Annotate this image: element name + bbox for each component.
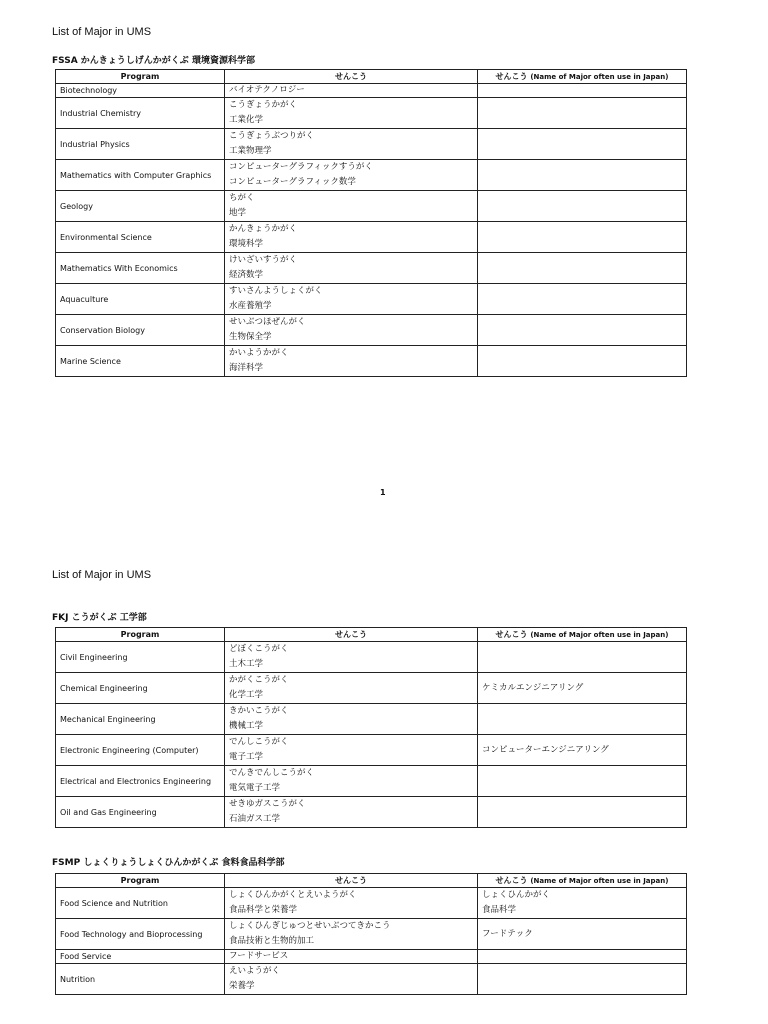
program-cell: Geology bbox=[56, 191, 225, 222]
senkou-cell bbox=[225, 797, 478, 828]
table-row bbox=[56, 84, 687, 98]
header-senkou: せんこう bbox=[225, 874, 478, 888]
header-program: Program bbox=[56, 628, 225, 642]
program-cell: Food Technology and Bioprocessing bbox=[56, 919, 225, 950]
header-senkou-japan bbox=[478, 70, 687, 84]
header-senkou-japan-note: (Name of Major often use in Japan) bbox=[530, 631, 669, 639]
section-title-fssa: FSSA かんきょうしげんかがくぶ 環境資源科学部 bbox=[52, 56, 255, 66]
senkou-cell bbox=[225, 253, 478, 284]
senkou-line: コンピューターグラフィック数学 bbox=[229, 177, 356, 187]
program-cell: Nutrition bbox=[56, 964, 225, 995]
senkou-line: こうぎょうかがく bbox=[229, 100, 298, 110]
senkou-line: フードサービス bbox=[229, 951, 289, 961]
senkou-japan-cell bbox=[478, 964, 687, 995]
senkou-line: でんしこうがく bbox=[229, 737, 289, 747]
senkou-japan-cell bbox=[478, 315, 687, 346]
senkou-line: 生物保全学 bbox=[229, 332, 272, 342]
table-row bbox=[56, 888, 687, 919]
senkou-cell bbox=[225, 222, 478, 253]
senkou-line: 工業化学 bbox=[229, 115, 264, 125]
senkou-japan-cell bbox=[478, 950, 687, 964]
senkou-japan-cell bbox=[478, 284, 687, 315]
majors-table-fssa bbox=[55, 69, 687, 377]
table-row bbox=[56, 797, 687, 828]
senkou-line: 電子工学 bbox=[229, 752, 264, 762]
senkou-line: 環境科学 bbox=[229, 239, 264, 249]
table-row bbox=[56, 253, 687, 284]
program-cell: Industrial Physics bbox=[56, 129, 225, 160]
senkou-japan-cell bbox=[478, 98, 687, 129]
senkou-japan-cell bbox=[478, 222, 687, 253]
program-cell: Aquaculture bbox=[56, 284, 225, 315]
senkou-cell bbox=[225, 642, 478, 673]
senkou-japan-cell bbox=[478, 704, 687, 735]
header-senkou-japan-label: せんこう bbox=[495, 630, 528, 639]
senkou-line: でんきでんしこうがく bbox=[229, 768, 315, 778]
senkou-japan-cell bbox=[478, 797, 687, 828]
table-row bbox=[56, 346, 687, 377]
table-row bbox=[56, 315, 687, 346]
program-cell: Civil Engineering bbox=[56, 642, 225, 673]
senkou-line: 水産養殖学 bbox=[229, 301, 272, 311]
senkou-cell bbox=[225, 919, 478, 950]
senkou-japan-line: コンピューターエンジニアリング bbox=[482, 744, 609, 755]
header-senkou-japan-note: (Name of Major often use in Japan) bbox=[530, 73, 669, 81]
senkou-line: かんきょうかがく bbox=[229, 224, 298, 234]
program-cell: Electronic Engineering (Computer) bbox=[56, 735, 225, 766]
table-row bbox=[56, 284, 687, 315]
senkou-line: すいさんようしょくがく bbox=[229, 286, 323, 296]
table-header-row bbox=[56, 874, 687, 888]
program-cell: Chemical Engineering bbox=[56, 673, 225, 704]
table-header-row bbox=[56, 70, 687, 84]
senkou-line: えいようがく bbox=[229, 966, 281, 976]
table-row bbox=[56, 673, 687, 704]
senkou-line: 土木工学 bbox=[229, 659, 264, 669]
document-title: List of Major in UMS bbox=[52, 26, 152, 38]
program-cell: Biotechnology bbox=[56, 84, 225, 98]
table-row bbox=[56, 919, 687, 950]
senkou-japan-cell bbox=[478, 766, 687, 797]
header-senkou-japan-label: せんこう bbox=[495, 72, 528, 81]
senkou-line: しょくひんぎじゅつとせいぶつてきかこう bbox=[229, 921, 391, 931]
page-number: 1 bbox=[380, 488, 386, 497]
program-cell: Food Science and Nutrition bbox=[56, 888, 225, 919]
senkou-japan-cell bbox=[478, 129, 687, 160]
table-row bbox=[56, 704, 687, 735]
senkou-line: せいぶつほぜんがく bbox=[229, 317, 306, 327]
table-row bbox=[56, 642, 687, 673]
senkou-line: 栄養学 bbox=[229, 981, 255, 991]
table-row bbox=[56, 950, 687, 964]
senkou-line: しょくひんかがくとえいようがく bbox=[229, 890, 357, 900]
senkou-japan-cell bbox=[478, 919, 687, 950]
senkou-japan-cell bbox=[478, 253, 687, 284]
program-cell: Oil and Gas Engineering bbox=[56, 797, 225, 828]
senkou-line: 工業物理学 bbox=[229, 146, 272, 156]
senkou-cell bbox=[225, 160, 478, 191]
table-row bbox=[56, 964, 687, 995]
senkou-line: 化学工学 bbox=[229, 690, 264, 700]
senkou-cell bbox=[225, 950, 478, 964]
header-senkou: せんこう bbox=[225, 70, 478, 84]
senkou-japan-line: ケミカルエンジニアリング bbox=[482, 682, 584, 693]
program-cell: Environmental Science bbox=[56, 222, 225, 253]
program-cell: Conservation Biology bbox=[56, 315, 225, 346]
senkou-line: かがくこうがく bbox=[229, 675, 289, 685]
header-program: Program bbox=[56, 70, 225, 84]
majors-table-fsmp bbox=[55, 873, 687, 995]
senkou-line: 海洋科学 bbox=[229, 363, 264, 373]
senkou-line: ちがく bbox=[229, 193, 255, 203]
header-senkou-japan-label: せんこう bbox=[495, 876, 528, 885]
senkou-line: きかいこうがく bbox=[229, 706, 289, 716]
senkou-cell bbox=[225, 98, 478, 129]
senkou-cell bbox=[225, 129, 478, 160]
senkou-cell bbox=[225, 704, 478, 735]
program-cell: Industrial Chemistry bbox=[56, 98, 225, 129]
senkou-line: 地学 bbox=[229, 208, 247, 218]
table-row bbox=[56, 735, 687, 766]
table-row bbox=[56, 191, 687, 222]
program-cell: Electrical and Electronics Engineering bbox=[56, 766, 225, 797]
senkou-line: 食品科学と栄養学 bbox=[229, 905, 298, 915]
senkou-cell bbox=[225, 673, 478, 704]
header-senkou: せんこう bbox=[225, 628, 478, 642]
senkou-line: 食品技術と生物的加工 bbox=[229, 936, 315, 946]
senkou-line: バイオテクノロジー bbox=[229, 85, 305, 95]
section-title-fsmp: FSMP しょくりょうしょくひんかがくぶ 食料食品科学部 bbox=[52, 858, 285, 868]
senkou-japan-line: 食品科学 bbox=[482, 905, 517, 915]
majors-table-fkj bbox=[55, 627, 687, 828]
senkou-japan-cell bbox=[478, 642, 687, 673]
senkou-line: 石油ガス工学 bbox=[229, 814, 281, 824]
senkou-cell bbox=[225, 766, 478, 797]
senkou-cell bbox=[225, 315, 478, 346]
table-row bbox=[56, 160, 687, 191]
senkou-japan-cell bbox=[478, 191, 687, 222]
senkou-line: こうぎょうぶつりがく bbox=[229, 131, 315, 141]
senkou-cell bbox=[225, 346, 478, 377]
senkou-cell bbox=[225, 84, 478, 98]
header-senkou-japan bbox=[478, 628, 687, 642]
program-cell: Mechanical Engineering bbox=[56, 704, 225, 735]
senkou-cell bbox=[225, 191, 478, 222]
table-row bbox=[56, 766, 687, 797]
section-title-fkj: FKJ こうがくぶ 工学部 bbox=[52, 613, 147, 623]
senkou-line: せきゆガスこうがく bbox=[229, 799, 306, 809]
senkou-japan-cell bbox=[478, 84, 687, 98]
table-row bbox=[56, 98, 687, 129]
header-program: Program bbox=[56, 874, 225, 888]
senkou-japan-cell bbox=[478, 888, 687, 919]
senkou-line: 機械工学 bbox=[229, 721, 264, 731]
table-row bbox=[56, 222, 687, 253]
senkou-line: かいようかがく bbox=[229, 348, 289, 358]
senkou-cell bbox=[225, 888, 478, 919]
senkou-japan-cell bbox=[478, 673, 687, 704]
table-header-row bbox=[56, 628, 687, 642]
senkou-cell bbox=[225, 964, 478, 995]
program-cell: Mathematics with Computer Graphics bbox=[56, 160, 225, 191]
senkou-japan-cell bbox=[478, 735, 687, 766]
senkou-cell bbox=[225, 284, 478, 315]
program-cell: Mathematics With Economics bbox=[56, 253, 225, 284]
header-senkou-japan bbox=[478, 874, 687, 888]
senkou-line: けいざいすうがく bbox=[229, 255, 298, 265]
senkou-japan-cell bbox=[478, 160, 687, 191]
senkou-line: 経済数学 bbox=[229, 270, 264, 280]
senkou-japan-line: フードテック bbox=[482, 928, 533, 939]
senkou-line: どぼくこうがく bbox=[229, 644, 289, 654]
senkou-japan-line: しょくひんかがく bbox=[482, 890, 551, 900]
document-title-page-2: List of Major in UMS bbox=[52, 569, 152, 581]
table-row bbox=[56, 129, 687, 160]
senkou-line: コンピューターグラフィックすうがく bbox=[229, 162, 373, 172]
header-senkou-japan-note: (Name of Major often use in Japan) bbox=[530, 877, 669, 885]
program-cell: Marine Science bbox=[56, 346, 225, 377]
senkou-line: 電気電子工学 bbox=[229, 783, 281, 793]
senkou-japan-cell bbox=[478, 346, 687, 377]
program-cell: Food Service bbox=[56, 950, 225, 964]
senkou-cell bbox=[225, 735, 478, 766]
